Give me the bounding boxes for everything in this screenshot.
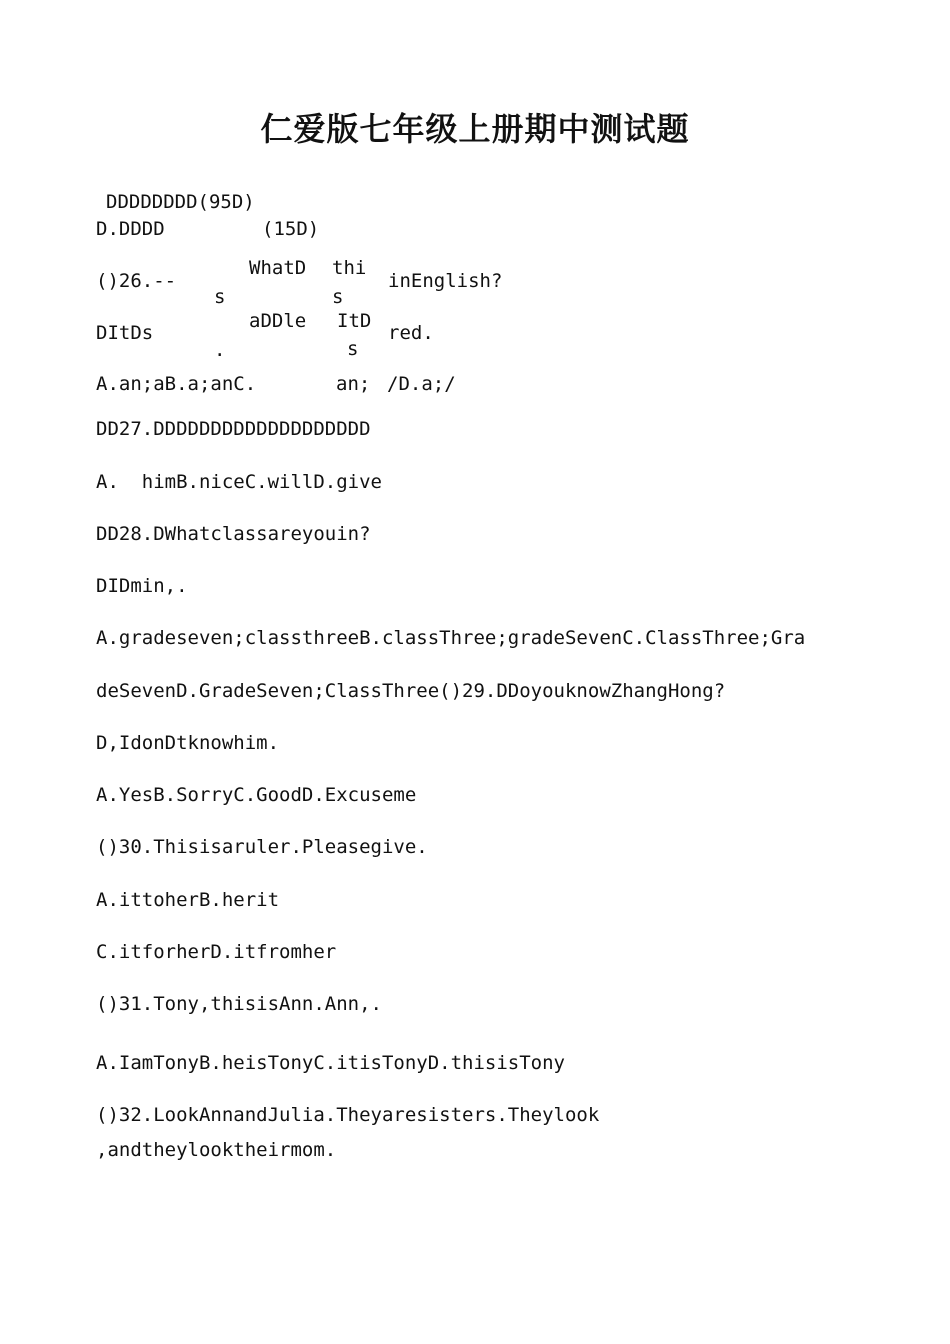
- q32-continuation: ,andtheylooktheirmom.: [96, 1139, 337, 1161]
- q28-options-line1: A.gradeseven;classthreeB.classThree;gradeSevenC.ClassThree;Gra: [96, 627, 806, 649]
- q27-stem: DD27.DDDDDDDDDDDDDDDDDDD: [96, 418, 371, 440]
- q29-answer: D,IdonDtknowhim.: [96, 732, 280, 754]
- q26-fragment-addle: aDDle: [249, 310, 307, 332]
- page-title: 仁爱版七年级上册期中测试题: [260, 110, 690, 148]
- q28-answer: DIDmin,.: [96, 575, 188, 597]
- q30-options-line1: A.ittoherB.herit: [96, 889, 280, 911]
- q26-in-english: inEnglish?: [388, 270, 503, 292]
- q26-fragment-dot: .: [214, 339, 226, 361]
- subsection-score: (15D): [262, 218, 320, 240]
- q26-prefix: ()26.--: [96, 270, 177, 292]
- q26-fragment-whatd: WhatD: [249, 257, 307, 279]
- q30-options-line2: C.itforherD.itfromher: [96, 941, 337, 963]
- q26-red: red.: [388, 322, 434, 344]
- q26-fragment-s2: s: [332, 286, 344, 308]
- q26-options-a: A.an;aB.a;anC.: [96, 373, 257, 395]
- q30-stem: ()30.Thisisaruler.Pleasegive.: [96, 836, 428, 858]
- q31-options: A.IamTonyB.heisTonyC.itisTonyD.thisisTony: [96, 1052, 565, 1074]
- section-heading: DDDDDDDD(95D): [106, 191, 255, 213]
- q26-fragment-s3: s: [347, 338, 359, 360]
- q27-options: A. himB.niceC.willD.give: [96, 471, 382, 493]
- q32-stem: ()32.LookAnnandJulia.Theyaresisters.Theylook: [96, 1104, 600, 1126]
- q29-options: A.YesB.SorryC.GoodD.Excuseme: [96, 784, 417, 806]
- q26-answer-start: DItDs: [96, 322, 154, 344]
- q26-options-c: an;: [336, 373, 371, 395]
- q28-stem: DD28.DWhatclassareyouin?: [96, 523, 371, 545]
- q28-options-line2: deSevenD.GradeSeven;ClassThree()29.DDoyouknowZhangHong?: [96, 680, 726, 702]
- subsection-label: D.DDDD: [96, 218, 165, 240]
- q26-fragment-s: s: [214, 286, 226, 308]
- q26-fragment-itd: ItD: [337, 310, 372, 332]
- q26-options-d: /D.a;/: [387, 373, 456, 395]
- q31-stem: ()31.Tony,thisisAnn.Ann,.: [96, 993, 382, 1015]
- q26-fragment-thi: thi: [332, 257, 367, 279]
